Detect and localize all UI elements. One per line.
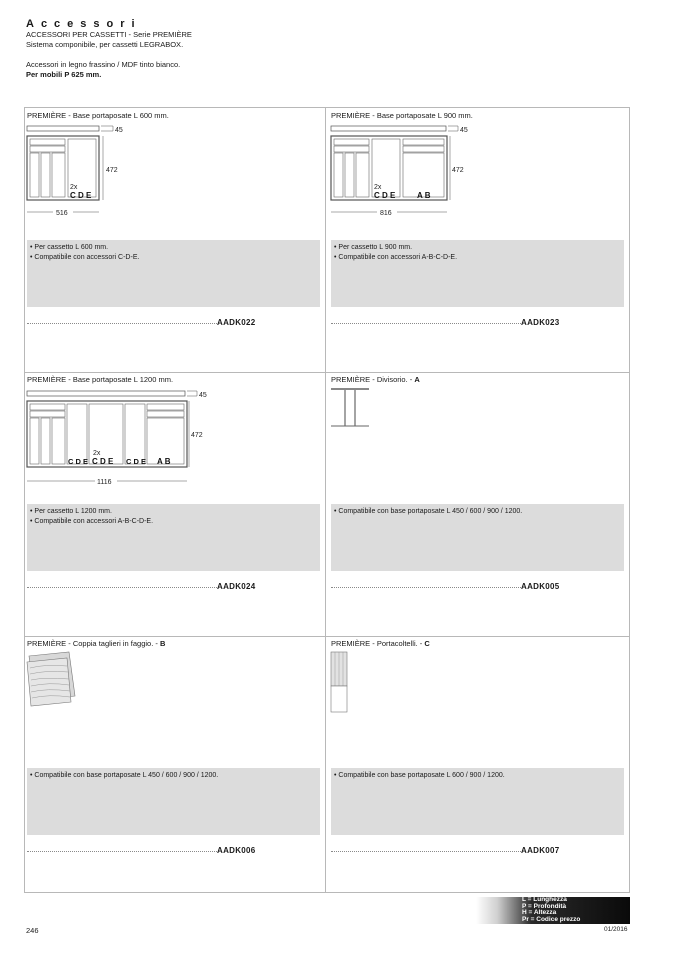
- feature-item: • Compatibile con accessori C-D-E.: [30, 254, 140, 261]
- product-code: AADK023: [521, 318, 560, 327]
- multiplier-label: 2x: [93, 450, 101, 457]
- product-code: AADK006: [217, 846, 256, 855]
- product-card: [329, 108, 629, 372]
- cutlery-tray-drawing: [25, 122, 325, 222]
- product-features: [331, 240, 624, 307]
- product-title-row: [27, 639, 165, 648]
- dim-height-label: 45: [115, 127, 123, 134]
- product-grid: [24, 107, 630, 893]
- feature-item: • Per cassetto L 1200 mm.: [30, 508, 112, 515]
- dim-depth-label: 472: [106, 167, 118, 174]
- accessory-letters: C D E: [92, 457, 114, 466]
- knife-block-drawing: [329, 650, 629, 720]
- legend-item: L = Lunghezza: [522, 896, 567, 903]
- product-title: PREMIÈRE - Coppia taglieri in faggio. -: [27, 639, 160, 648]
- accessory-letters: C D E: [126, 457, 147, 466]
- accessory-letter: A: [414, 375, 420, 384]
- product-card: [25, 636, 325, 900]
- header-category: ACCESSORI PER CASSETTI - Serie PREMIÈRE: [26, 30, 192, 39]
- accessory-letters: C D E: [70, 191, 92, 200]
- feature-item: • Compatibile con base portaposate L 450 / 600 / 900 / 1200.: [30, 772, 219, 779]
- product-code: AADK022: [217, 318, 256, 327]
- leader-dots: [331, 851, 521, 852]
- page-title: Accessori: [26, 18, 142, 30]
- accessory-letters: C D E: [68, 457, 89, 466]
- legend-item: P = Profondità: [522, 902, 567, 910]
- dim-depth-label: 472: [191, 432, 203, 439]
- accessory-letters: A B: [417, 191, 431, 200]
- accessory-letter: B: [159, 639, 166, 648]
- dim-height-label: 45: [199, 392, 207, 399]
- leader-dots: [331, 587, 521, 588]
- multiplier-label: 2x: [374, 184, 382, 191]
- product-card: [25, 372, 325, 636]
- divider-drawing: [329, 386, 629, 446]
- header-depth: Per mobili P 625 mm.: [26, 70, 102, 79]
- feature-item: • Compatibile con accessori A-B-C-D-E.: [30, 518, 154, 525]
- product-code: AADK005: [521, 582, 560, 591]
- product-code: AADK007: [521, 846, 560, 855]
- product-title: PREMIÈRE - Base portaposate L 600 mm.: [27, 111, 169, 120]
- product-title-row: [331, 639, 430, 648]
- legend-item: Pr = Codice prezzo: [522, 915, 581, 923]
- feature-item: • Per cassetto L 900 mm.: [334, 244, 413, 251]
- dim-height-label: 45: [460, 127, 468, 134]
- leader-dots: [331, 323, 521, 324]
- header-system: Sistema componibile, per cassetti LEGRABOX.: [26, 40, 184, 49]
- feature-item: • Per cassetto L 600 mm.: [30, 244, 109, 251]
- accessory-letters: A B: [157, 457, 171, 466]
- multiplier-label: 2x: [70, 184, 78, 191]
- feature-item: • Compatibile con base portaposate L 450 / 600 / 900 / 1200.: [334, 508, 523, 515]
- cutlery-tray-drawing: [25, 386, 325, 490]
- dim-width-label: 816: [380, 210, 392, 217]
- cutting-board-drawing: [25, 650, 325, 720]
- product-title: PREMIÈRE - Base portaposate L 900 mm.: [331, 111, 473, 120]
- page-header: [26, 18, 426, 80]
- product-card: [329, 636, 629, 900]
- product-code: AADK024: [217, 582, 256, 591]
- leader-dots: [27, 587, 217, 588]
- accessory-letter: C: [424, 639, 430, 648]
- feature-item: • Compatibile con accessori A-B-C-D-E.: [334, 254, 458, 261]
- product-features: [27, 504, 320, 571]
- product-title: PREMIÈRE - Base portaposate L 1200 mm.: [27, 375, 174, 384]
- cutlery-tray-drawing: [329, 122, 629, 222]
- dim-width-label: 1116: [97, 479, 112, 486]
- product-features: [331, 504, 624, 571]
- product-card: [25, 108, 325, 372]
- dim-depth-label: 472: [452, 167, 464, 174]
- product-title: PREMIÈRE - Divisorio. -: [331, 375, 415, 384]
- accessory-letters: C D E: [374, 191, 396, 200]
- header-material: Accessori in legno frassino / MDF tinto bianco.: [26, 60, 181, 69]
- product-card: [329, 372, 629, 636]
- abbreviation-legend: [476, 897, 630, 924]
- feature-item: • Compatibile con base portaposate L 600 / 900 / 1200.: [334, 772, 505, 779]
- page-number: 246: [26, 926, 39, 935]
- edition-date: 01/2016: [604, 926, 628, 933]
- dim-width-label: 516: [56, 210, 68, 217]
- product-title-row: [331, 375, 420, 384]
- product-features: [27, 768, 320, 835]
- leader-dots: [27, 851, 217, 852]
- leader-dots: [27, 323, 217, 324]
- legend-item: H = Altezza: [522, 909, 557, 916]
- product-features: [331, 768, 624, 835]
- product-features: [27, 240, 320, 307]
- grid-divider: [325, 108, 326, 892]
- product-title: PREMIÈRE - Portacoltelli. -: [331, 639, 425, 648]
